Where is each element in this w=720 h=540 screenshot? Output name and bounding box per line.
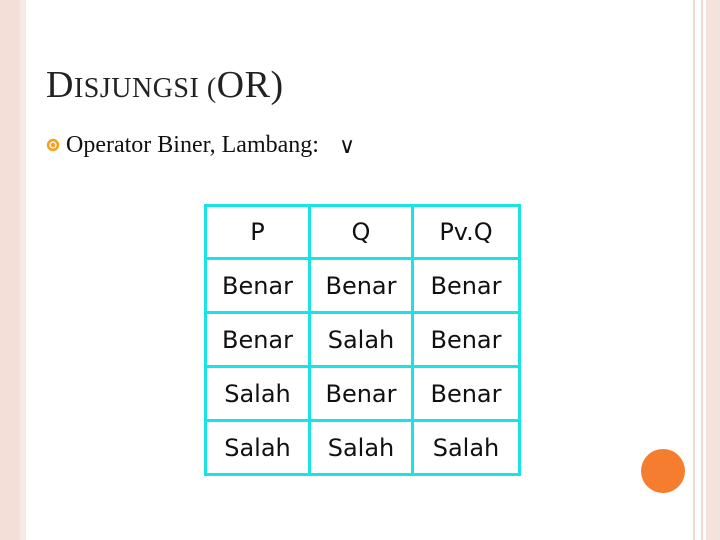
- left-decorative-band: [0, 0, 20, 540]
- table-cell: Benar: [310, 259, 413, 313]
- table-row: [206, 421, 520, 475]
- table-cell: Benar: [413, 367, 520, 421]
- orange-bullet-icon: [46, 138, 60, 152]
- table-cell: Benar: [206, 259, 310, 313]
- table-cell: Benar: [206, 313, 310, 367]
- table-header-pvq: Pv.Q: [413, 206, 520, 259]
- table-header-q: Q: [310, 206, 413, 259]
- truth-table-header-row: [206, 206, 520, 259]
- table-header-p: P: [206, 206, 310, 259]
- table-cell: Benar: [413, 313, 520, 367]
- table-row: [206, 313, 520, 367]
- table-cell: Salah: [206, 421, 310, 475]
- table-cell: Benar: [413, 259, 520, 313]
- right-decorative-line-a: [693, 0, 695, 540]
- bullet-row: [46, 133, 355, 157]
- title-open-paren: (: [199, 73, 217, 104]
- title-first-letter: D: [46, 64, 74, 106]
- right-decorative-band: [706, 0, 720, 540]
- truth-table: [204, 204, 521, 476]
- logical-or-symbol: ∨: [338, 134, 356, 159]
- title-close-paren: ): [270, 64, 284, 106]
- title-first-rest: ISJUNGSI: [73, 73, 200, 104]
- table-cell: Salah: [310, 313, 413, 367]
- left-decorative-band-inner: [20, 0, 26, 540]
- slide-title: [46, 66, 284, 104]
- table-cell: Salah: [206, 367, 310, 421]
- table-cell: Salah: [310, 421, 413, 475]
- table-cell: Salah: [413, 421, 520, 475]
- table-row: [206, 259, 520, 313]
- title-second-text: OR: [216, 64, 271, 106]
- table-row: [206, 367, 520, 421]
- bullet-text: Operator Biner, Lambang:: [66, 132, 319, 158]
- right-decorative-line-b: [701, 0, 703, 540]
- table-cell: Benar: [310, 367, 413, 421]
- orange-circle-decoration: [641, 449, 685, 493]
